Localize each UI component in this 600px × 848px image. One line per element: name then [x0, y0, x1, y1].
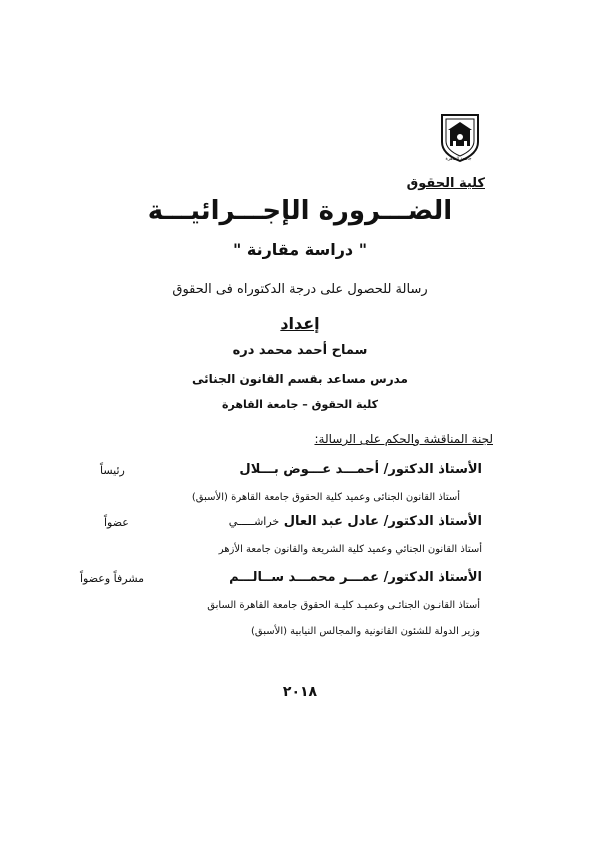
committee-member-description: أستاذ القانون الجنائي وعميد كلية الشريعة والقانون جامعة الأزهر	[218, 544, 482, 555]
logo-caption: جامعة القاهرة	[445, 156, 472, 162]
member-name-text: الأستاذ الدكتور/ عادل عبد العال	[283, 514, 482, 529]
committee-member-description: أستاذ القانـون الجنائـى وعميـد كليـة الحقوق جامعة القاهرة السابق	[207, 600, 480, 611]
publication-year: ٢٠١٨	[282, 684, 318, 700]
thesis-subtitle: " دراسة مقارنة "	[232, 240, 368, 259]
author-affiliation: كلية الحقوق – جامعة القاهرة	[221, 398, 378, 411]
thesis-title: الضـــرورة الإجـــرائيـــة	[147, 196, 453, 226]
committee-member-name	[229, 514, 482, 529]
committee-member-name	[239, 462, 482, 477]
author-name: سماح أحمد محمد دره	[232, 343, 368, 358]
committee-member-role: مشرفاً وعضواً	[80, 572, 145, 585]
committee-member-description: وزير الدولة للشئون القانونية والمجالس النيابية (الأسبق)	[250, 626, 480, 637]
degree-purpose: رسالة للحصول على درجة الدكتوراه فى الحقوق	[172, 282, 428, 297]
member-name-suffix: خراشـــــي	[228, 515, 280, 528]
university-logo	[438, 112, 482, 166]
prepared-by-label: إعداد	[280, 314, 320, 333]
committee-member-description: أستاذ القانون الجنائى وعميد كلية الحقوق جامعة القاهرة (الأسبق)	[191, 492, 460, 503]
committee-member-role: عضواً	[104, 516, 129, 529]
committee-heading: لجنة المناقشة والحكم على الرسالة:	[314, 432, 493, 446]
committee-member-role: رئيساً	[100, 464, 125, 477]
author-position: مدرس مساعد بقسم القانون الجنائى	[192, 372, 408, 386]
member-name-text: الأستاذ الدكتور/ عمـــر محمـــد ســالـــم	[229, 570, 482, 585]
member-name-text: الأستاذ الدكتور/ أحمـــد عـــوض بـــلال	[239, 462, 482, 477]
committee-member-name	[229, 570, 482, 585]
faculty-name: كلية الحقوق	[406, 176, 485, 191]
